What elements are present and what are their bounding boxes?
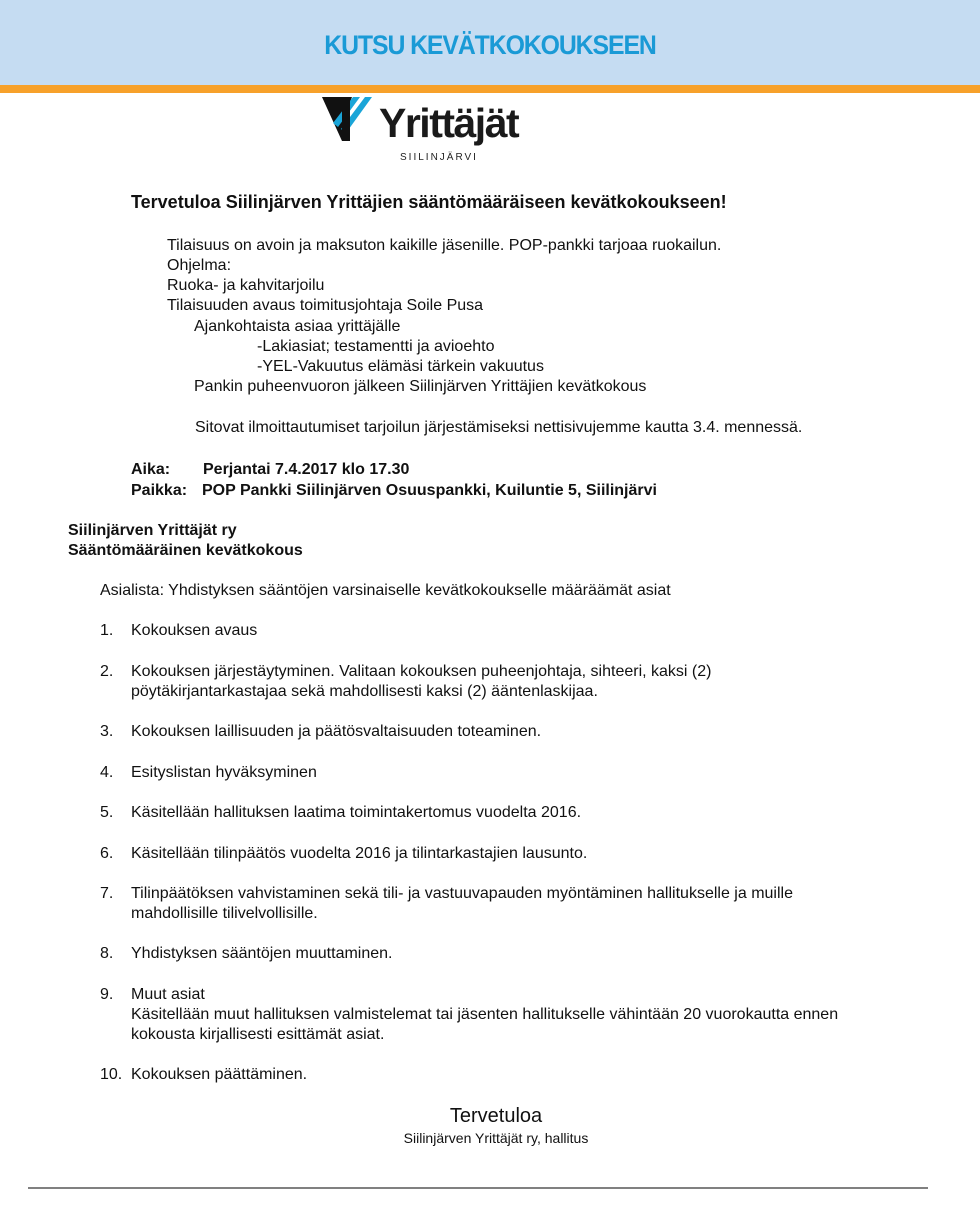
agenda-item: Tilinpäätöksen vahvistaminen sekä tili- ja vastuuvapauden myöntäminen hallitukselle ja muille	[131, 885, 793, 902]
page-title: KUTSU KEVÄTKOKOUKSEEN	[324, 30, 656, 60]
program-item: Pankin puheenvuoron jälkeen Siilinjärven Yrittäjien kevätkokous	[194, 378, 647, 395]
agenda-item: Käsitellään tilinpäätös vuodelta 2016 ja tilintarkastajien lausunto.	[131, 845, 588, 862]
program-item: Ajankohtaista asiaa yrittäjälle	[194, 318, 401, 335]
agenda-number: 5.	[100, 804, 114, 821]
accent-divider	[0, 85, 980, 93]
yrittajat-logo-icon	[322, 97, 382, 147]
agenda-number: 8.	[100, 945, 114, 962]
organization-name: Siilinjärven Yrittäjät ry	[68, 522, 237, 539]
agenda-item: Yhdistyksen sääntöjen muuttaminen.	[131, 945, 393, 962]
agenda-number: 6.	[100, 845, 114, 862]
intro-line: Tilaisuus on avoin ja maksuton kaikille jäsenille. POP-pankki tarjoaa ruokailun.	[167, 237, 722, 254]
logo-subtitle: SIILINJÄRVI	[400, 152, 478, 163]
program-item: Ruoka- ja kahvitarjoilu	[167, 277, 325, 294]
agenda-number: 9.	[100, 986, 114, 1003]
time-label: Aika:	[131, 461, 171, 478]
place-label: Paikka:	[131, 482, 188, 499]
time-value: Perjantai 7.4.2017 klo 17.30	[203, 461, 410, 478]
agenda-number: 1.	[100, 622, 114, 639]
closing-signature: Siilinjärven Yrittäjät ry, hallitus	[403, 1130, 589, 1146]
agenda-item-cont: pöytäkirjantarkastajaa sekä mahdollisesti kaksi (2) ääntenlaskijaa.	[131, 683, 598, 700]
agenda-item-cont: mahdollisille tilivelvollisille.	[131, 905, 318, 922]
agenda-item: Muut asiat	[131, 986, 205, 1003]
agenda-item-cont: Käsitellään muut hallituksen valmistelemat tai jäsenten hallitukselle vähintään 20 vuorokautta ennen	[131, 1006, 839, 1023]
program-item: Tilaisuuden avaus toimitusjohtaja Soile Pusa	[167, 297, 484, 314]
meeting-title: Sääntömääräinen kevätkokous	[68, 542, 303, 559]
closing-greeting: Tervetuloa	[449, 1105, 543, 1127]
place-value: POP Pankki Siilinjärven Osuuspankki, Kuiluntie 5, Siilinjärvi	[202, 482, 657, 499]
program-subitem: -YEL-Vakuutus elämäsi tärkein vakuutus	[257, 358, 544, 375]
agenda-item: Kokouksen päättäminen.	[131, 1066, 308, 1083]
agenda-item-cont: kokousta kirjallisesti esittämät asiat.	[131, 1026, 385, 1043]
agenda-number: 2.	[100, 663, 114, 680]
program-subitem: -Lakiasiat; testamentti ja avioehto	[257, 338, 495, 355]
agenda-item: Käsitellään hallituksen laatima toimintakertomus vuodelta 2016.	[131, 804, 582, 821]
logo-wordmark: Yrittäjät	[379, 100, 519, 146]
agenda-item: Kokouksen laillisuuden ja päätösvaltaisuuden toteaminen.	[131, 723, 542, 740]
program-label: Ohjelma:	[167, 257, 232, 274]
yrittajat-logo	[322, 95, 532, 167]
welcome-heading: Tervetuloa Siilinjärven Yrittäjien sääntömääräiseen kevätkokoukseen!	[131, 192, 727, 212]
agenda-intro: Asialista: Yhdistyksen sääntöjen varsinaiselle kevätkokoukselle määräämät asiat	[100, 582, 671, 599]
agenda-number: 10.	[100, 1066, 123, 1083]
agenda-item: Kokouksen järjestäytyminen. Valitaan kokouksen puheenjohtaja, sihteeri, kaksi (2)	[131, 663, 712, 680]
agenda-item: Kokouksen avaus	[131, 622, 258, 639]
agenda-item: Esityslistan hyväksyminen	[131, 764, 317, 781]
agenda-number: 7.	[100, 885, 114, 902]
agenda-number: 4.	[100, 764, 114, 781]
registration-note: Sitovat ilmoittautumiset tarjoilun järjestämiseksi nettisivujemme kautta 3.4. mennessä.	[195, 419, 803, 436]
footer-divider	[28, 1187, 928, 1189]
agenda-number: 3.	[100, 723, 114, 740]
